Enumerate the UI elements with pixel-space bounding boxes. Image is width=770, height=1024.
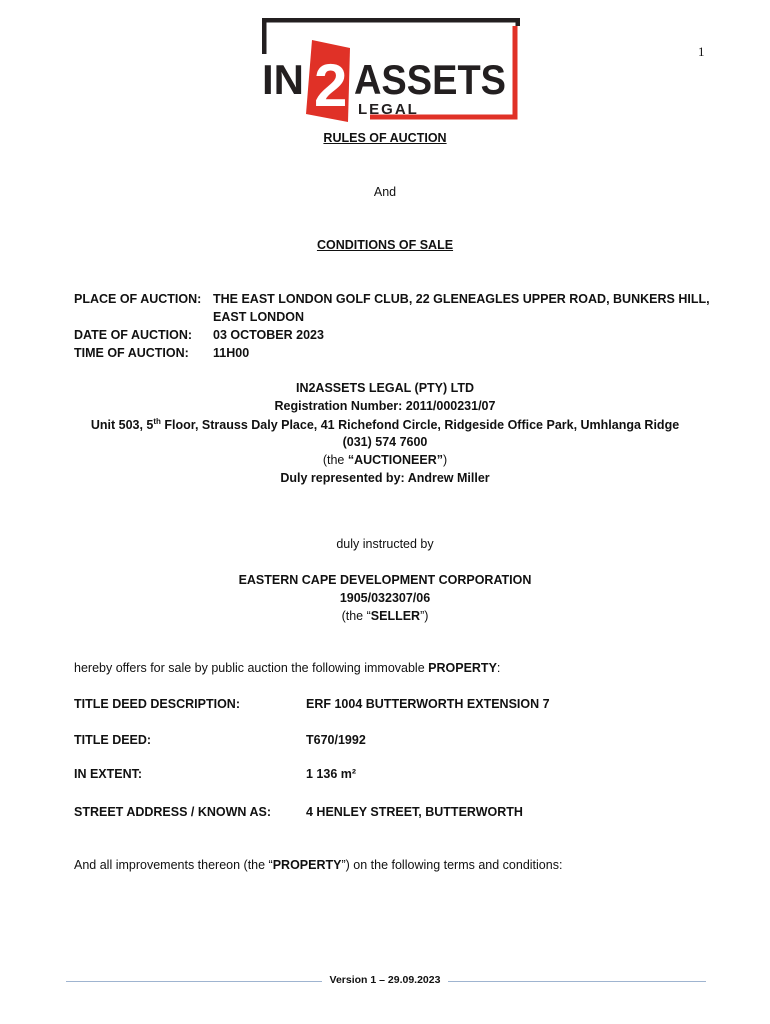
logo-in-text: IN bbox=[262, 56, 304, 103]
logo-frame-dark bbox=[264, 20, 518, 54]
title-deed-label: TITLE DEED: bbox=[74, 733, 152, 747]
street-address-label: STREET ADDRESS / KNOWN AS: bbox=[74, 805, 271, 819]
page-number: 1 bbox=[698, 44, 705, 59]
time-value: 11H00 bbox=[213, 346, 250, 360]
place-value-line2: EAST LONDON bbox=[213, 310, 304, 324]
seller-name: EASTERN CAPE DEVELOPMENT CORPORATION bbox=[238, 573, 532, 587]
place-value-line1: THE EAST LONDON GOLF CLUB, 22 GLENEAGLES UPPER ROAD, BUNKERS HILL, bbox=[213, 292, 710, 306]
auctioneer-address: Unit 503, 5th Floor, Strauss Daly Place, 41 Richefond Circle, Ridgeside Office Park, Umhlanga Ridge bbox=[90, 417, 680, 433]
instructed-text: duly instructed by bbox=[336, 537, 434, 551]
date-value: 03 OCTOBER 2023 bbox=[213, 328, 324, 342]
title-deed-description-label: TITLE DEED DESCRIPTION: bbox=[74, 697, 240, 711]
extent-label: IN EXTENT: bbox=[74, 767, 143, 781]
conditions-heading: CONDITIONS OF SALE bbox=[316, 238, 454, 252]
auctioneer-phone: (031) 574 7600 bbox=[342, 435, 428, 449]
title-deed-description-value: ERF 1004 BUTTERWORTH EXTENSION 7 bbox=[306, 697, 550, 711]
auctioneer-represented: Duly represented by: Andrew Miller bbox=[280, 471, 490, 485]
auctioneer-registration: Registration Number: 2011/000231/07 bbox=[274, 399, 496, 413]
seller-number: 1905/032307/06 bbox=[339, 591, 431, 605]
auctioneer-role: (the “AUCTIONEER”) bbox=[322, 453, 448, 467]
title-deed-value: T670/1992 bbox=[306, 733, 366, 747]
seller-role: (the “SELLER”) bbox=[341, 609, 429, 623]
in2assets-legal-logo bbox=[262, 18, 520, 122]
logo-assets-text: ASSETS bbox=[354, 56, 506, 103]
extent-value: 1 136 m² bbox=[306, 767, 357, 781]
auctioneer-name: IN2ASSETS LEGAL (PTY) LTD bbox=[295, 381, 475, 395]
logo-legal-text: LEGAL bbox=[358, 101, 419, 118]
street-address-value: 4 HENLEY STREET, BUTTERWORTH bbox=[306, 805, 523, 819]
place-label: PLACE OF AUCTION: bbox=[74, 292, 202, 306]
logo-2-text: 2 bbox=[314, 52, 348, 119]
date-label: DATE OF AUCTION: bbox=[74, 328, 193, 342]
footer-version: Version 1 – 29.09.2023 bbox=[0, 974, 770, 986]
rules-heading: RULES OF AUCTION bbox=[323, 131, 447, 145]
time-label: TIME OF AUCTION: bbox=[74, 346, 189, 360]
closing-text: And all improvements thereon (the “PROPERTY”) on the following terms and conditions: bbox=[74, 858, 563, 872]
and-heading: And bbox=[373, 185, 397, 199]
offer-text: hereby offers for sale by public auction the following immovable PROPERTY: bbox=[74, 661, 501, 675]
